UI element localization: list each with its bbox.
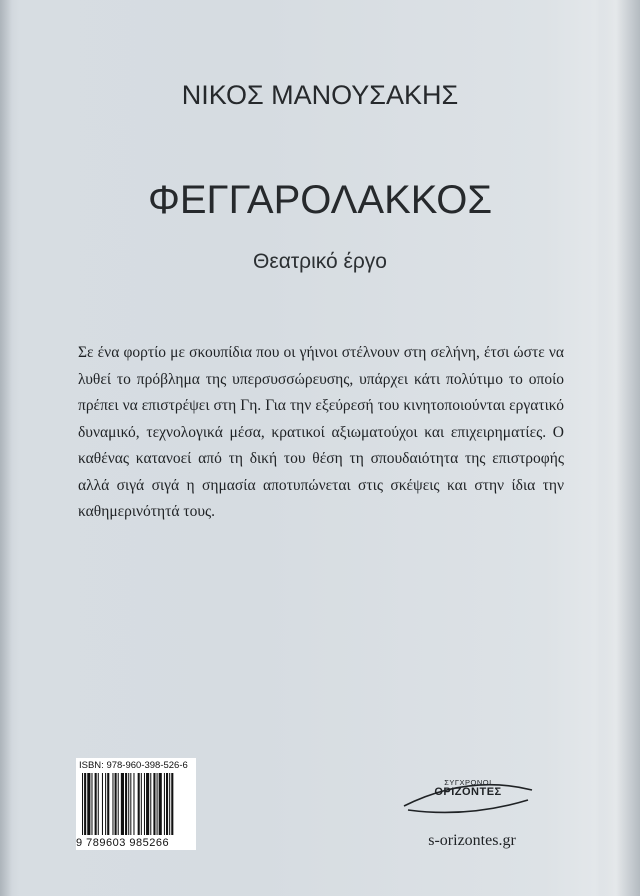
barcode-bar [91, 773, 92, 835]
barcode-bar [159, 773, 162, 835]
barcode-bar [130, 773, 131, 835]
barcode-bar [107, 773, 109, 835]
book-title: ΦΕΓΓΑΡΟΛΑΚΚΟΣ [147, 178, 493, 222]
book-subtitle: Θεατρικό έργο [253, 250, 387, 273]
logo-main-text: ΟΡΙΖΟΝΤΕΣ [434, 786, 502, 798]
barcode-bar [87, 773, 90, 835]
barcode-bar [95, 773, 97, 835]
barcode-bar [166, 773, 168, 835]
isbn-label: ISBN: 978-960-398-526-6 [79, 760, 188, 771]
barcode-bar [98, 773, 99, 835]
barcode-bar [169, 773, 170, 835]
back-cover-blurb: Σε ένα φορτίο με σκουπίδια που οι γήινοι στέλνουν στη σελήνη, έτσι ώστε να λυθεί το πρόβλημα της υπερσυσσώρευσης, υπάρχει κάτι πολύτιμο το οποίο πρέπει να επιστρέψει στη Γη. Για την εξεύρεσή του κινητοποιούνται εργατικό δυναμικό, τεχνολογικά μέσα, κρατικοί αξιωματούχοι και επιχειρηματίες. Ο καθένας κατανοεί από τη δική του θέση τη σπουδαιότητα της επιστροφής αλλά σιγά σιγά η σημασία αποτυπώνεται στις σκέψεις και στην ίδια την καθημερινότητά τους. [78, 344, 564, 520]
barcode-bar [138, 773, 140, 835]
page-edge-shadow [600, 0, 640, 896]
logo-top-text: ΣΥΓΧΡΟΝΟΙ [444, 778, 492, 787]
ean-number: 9 789603 985266 [76, 837, 170, 849]
barcode-bar [128, 773, 129, 835]
barcode-bar [102, 773, 103, 835]
barcode-bar [153, 773, 155, 835]
barcode-bar [133, 773, 134, 835]
publisher-logo [398, 770, 538, 816]
barcode-bar [84, 773, 86, 835]
barcode-bar [118, 773, 119, 835]
barcode-bar [115, 773, 117, 835]
spine-shadow [0, 0, 12, 896]
barcode-bar [171, 773, 173, 835]
barcode-bar [141, 773, 142, 835]
barcode-bar [112, 773, 113, 835]
publisher-website: s-orizontes.gr [428, 832, 516, 849]
barcode-bars [76, 773, 196, 837]
barcode-bar [157, 773, 158, 835]
barcode-bar [105, 773, 106, 835]
isbn-barcode [76, 758, 196, 850]
barcode-bar [121, 773, 124, 835]
author-name: ΝΙΚΟΣ ΜΑΝΟΥΣΑΚΗΣ [181, 80, 459, 110]
barcode-bar [150, 773, 151, 835]
barcode-bar [144, 773, 145, 835]
barcode-bar [82, 773, 83, 835]
barcode-bar [125, 773, 127, 835]
barcode-bar [146, 773, 149, 835]
barcode-bar [164, 773, 165, 835]
